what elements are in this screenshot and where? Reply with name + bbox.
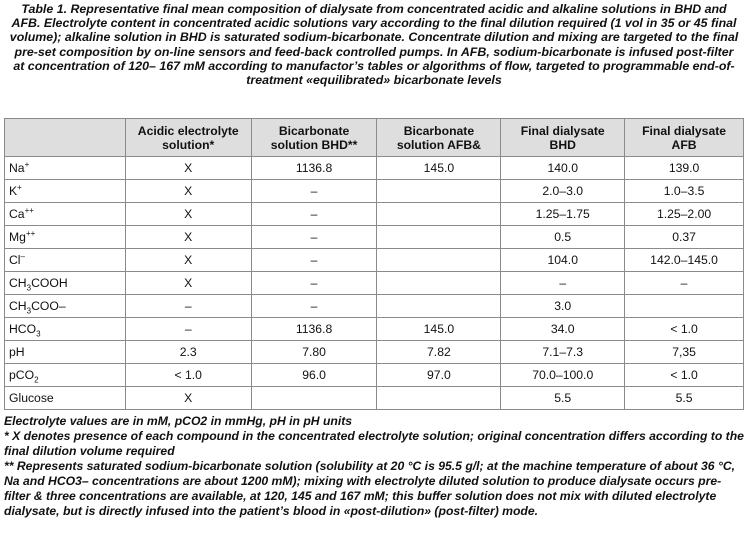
table-cell: 5.5: [625, 387, 744, 410]
header-row: [5, 119, 744, 157]
table-cell: X: [125, 226, 251, 249]
table-caption: Table 1. Representative final mean composition of dialysate from concentrated acidic and alkaline solutions in BHD and AFB. Electrolyte content in concentrated acidic solutions vary according to the final dilution required (1 vol in 35 or 45 final volume); alkaline solution in BHD is saturated sodium-bicarbonate. Concentrate dilution and mixing are targeted to the final pre-set composition by on-line sensors and feed-back controlled pumps. In AFB, sodium-bicarbonate is infused post-filter at concentration of 120– 167 mM according to manufactor’s tables or algorithms of flow, targeted to programmable end-of-treatment «equilibrated» bicarbonate levels: [9, 2, 739, 88]
table-cell: –: [251, 295, 377, 318]
table-cell: 140.0: [501, 157, 625, 180]
table-cell: 104.0: [501, 249, 625, 272]
column-header-acidic: Acidic electrolyte solution*: [125, 119, 251, 157]
row-label: K+: [5, 180, 126, 203]
table-cell: [377, 295, 501, 318]
table-cell: [377, 272, 501, 295]
table-cell: < 1.0: [125, 364, 251, 387]
row-label: Ca++: [5, 203, 126, 226]
table-cell: 7.1–7.3: [501, 341, 625, 364]
table-cell: X: [125, 249, 251, 272]
table-cell: 96.0: [251, 364, 377, 387]
table-row: [5, 295, 744, 318]
corner-cell: [5, 119, 126, 157]
table-cell: 7,35: [625, 341, 744, 364]
table-cell: –: [125, 318, 251, 341]
table-cell: –: [251, 180, 377, 203]
table-cell: 97.0: [377, 364, 501, 387]
table-cell: 1.0–3.5: [625, 180, 744, 203]
table-cell: 139.0: [625, 157, 744, 180]
table-row: [5, 203, 744, 226]
table-cell: < 1.0: [625, 318, 744, 341]
table-cell: [625, 295, 744, 318]
table-row: [5, 226, 744, 249]
table-cell: 1136.8: [251, 157, 377, 180]
table-cell: [377, 226, 501, 249]
table-cell: 7.82: [377, 341, 501, 364]
table-cell: –: [251, 272, 377, 295]
table-cell: –: [501, 272, 625, 295]
table-cell: 34.0: [501, 318, 625, 341]
row-label: pH: [5, 341, 126, 364]
row-label: $CH_3COO-$: [5, 295, 126, 318]
table-cell: 145.0: [377, 318, 501, 341]
table-row: [5, 318, 744, 341]
table-cell: [377, 249, 501, 272]
table-cell: 1.25–2.00: [625, 203, 744, 226]
table-cell: 2.0–3.0: [501, 180, 625, 203]
table-cell: 0.5: [501, 226, 625, 249]
row-label: pCO$_2$: [5, 364, 126, 387]
row-label: $CH_3COOH$: [5, 272, 126, 295]
table-cell: X: [125, 272, 251, 295]
column-header-final-bhd: Final dialysate BHD: [501, 119, 625, 157]
x-footnote: * X denotes presence of each compound in the concentrated electrolyte solution; original concentration differs according to the final dilution volume required: [4, 429, 744, 458]
table-cell: X: [125, 387, 251, 410]
bicarbonate-footnote: ** Represents saturated sodium-bicarbonate solution (solubility at 20 °C is 95.5 g/l; at the machine temperature of about 36 °C, Na and HCO3– concentrations are about 1200 mM); mixing with electrolyte diluted solution to produce dialysate occurs pre-filter & three concentrations are available, at 120, 145 and 167 mM; this buffer solution does not mix with diluted electrolyte dialysate, but is directly infused into the patient’s blood in «post-dilution» (post-filter) mode.: [4, 459, 736, 518]
table-cell: –: [625, 272, 744, 295]
table-cell: 145.0: [377, 157, 501, 180]
table-cell: 142.0–145.0: [625, 249, 744, 272]
row-label: $HCO_3$: [5, 318, 126, 341]
table-row: [5, 341, 744, 364]
composition-table: [4, 118, 744, 410]
table-cell: –: [251, 249, 377, 272]
table-cell: [377, 180, 501, 203]
table-row: [5, 272, 744, 295]
table-cell: 3.0: [501, 295, 625, 318]
table-cell: [251, 387, 377, 410]
table-cell: 70.0–100.0: [501, 364, 625, 387]
table-cell: < 1.0: [625, 364, 744, 387]
column-header-bicarb-bhd: Bicarbonate solution BHD**: [251, 119, 377, 157]
table-row: [5, 157, 744, 180]
table-notes: [4, 414, 744, 519]
table-cell: X: [125, 203, 251, 226]
table-cell: 7.80: [251, 341, 377, 364]
row-label: Na+: [5, 157, 126, 180]
row-label: Mg++: [5, 226, 126, 249]
table-cell: 0.37: [625, 226, 744, 249]
column-header-final-afb: Final dialysate AFB: [625, 119, 744, 157]
table-row: [5, 249, 744, 272]
table-cell: –: [125, 295, 251, 318]
table-cell: –: [251, 203, 377, 226]
table-row: [5, 180, 744, 203]
table-cell: [377, 203, 501, 226]
table-cell: 5.5: [501, 387, 625, 410]
units-note: Electrolyte values are in mM, pCO2 in mmHg, pH in pH units: [4, 414, 353, 428]
column-header-bicarb-afb: Bicarbonate solution AFB&: [377, 119, 501, 157]
table-cell: X: [125, 157, 251, 180]
row-label: Glucose: [5, 387, 126, 410]
table-cell: 1.25–1.75: [501, 203, 625, 226]
table-row: [5, 364, 744, 387]
table-cell: –: [251, 226, 377, 249]
row-label: Cl–: [5, 249, 126, 272]
table-cell: X: [125, 180, 251, 203]
table-cell: 2.3: [125, 341, 251, 364]
table-cell: 1136.8: [251, 318, 377, 341]
table-cell: [377, 387, 501, 410]
table-row: [5, 387, 744, 410]
